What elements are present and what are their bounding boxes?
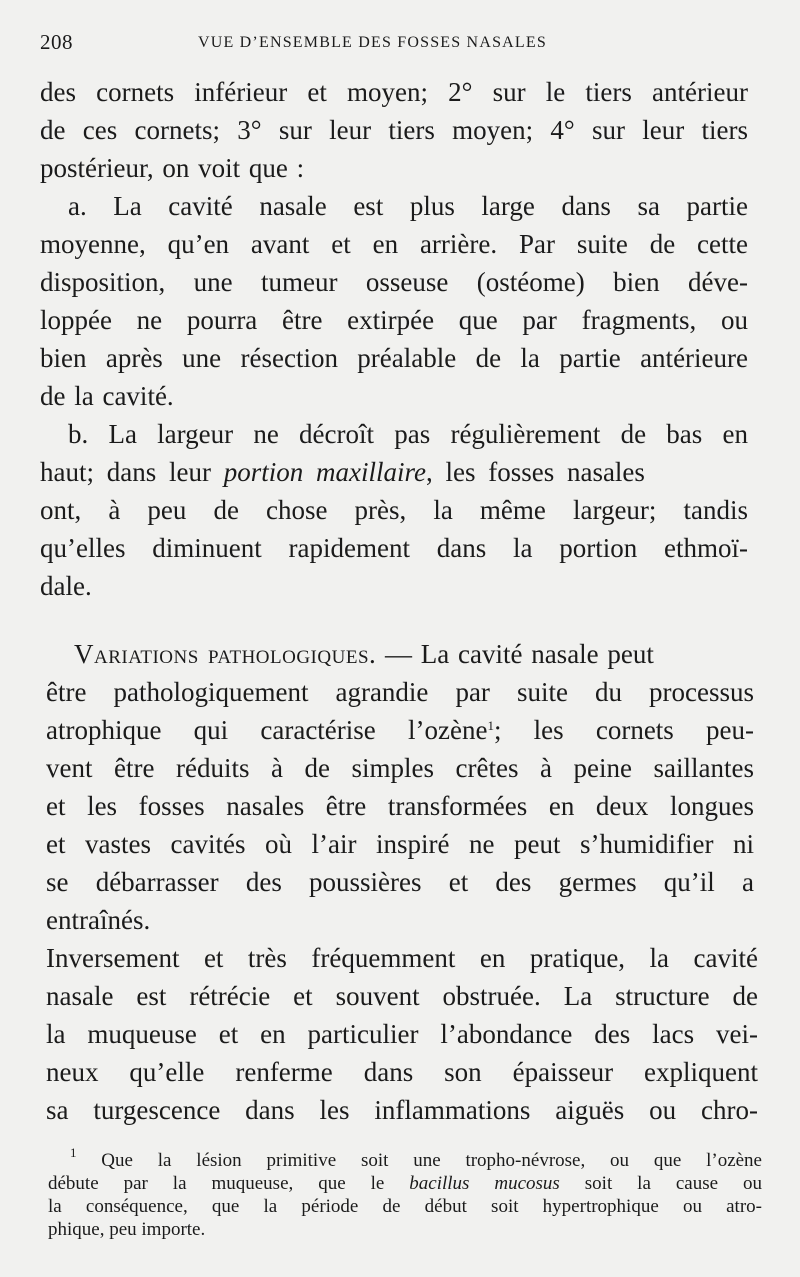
text-span: ; les cornets peu-	[493, 715, 754, 745]
text-line: Inversement et très fréquemment en pratique, la cavité	[46, 943, 758, 973]
text-line	[74, 637, 754, 671]
section-heading: Variations pathologiques.	[74, 639, 377, 669]
italic-term: portion maxillaire	[223, 457, 426, 487]
text-span: débute par la muqueuse, que le	[48, 1173, 410, 1194]
text-line: et les fosses nasales être transformées en deux longues	[46, 791, 754, 821]
text-line: des cornets inférieur et moyen; 2° sur le tiers antérieur	[40, 77, 748, 107]
footnote-marker: 1	[70, 1145, 77, 1160]
text-line: et vastes cavités où l’air inspiré ne peut s’humidifier ni	[46, 829, 754, 859]
page-number: 208	[40, 30, 73, 54]
text-line: b. La largeur ne décroît pas régulièrement de bas en	[68, 419, 748, 449]
text-line: disposition, une tumeur osseuse (ostéome) bien déve-	[40, 267, 748, 297]
text-line: bien après une résection préalable de la partie antérieure	[40, 343, 748, 373]
running-title: VUE D’ENSEMBLE DES FOSSES NASALES	[198, 34, 547, 51]
text-line: se débarrasser des poussières et des germes qu’il a	[46, 867, 754, 897]
text-span: haut; dans leur	[40, 457, 211, 487]
text-span: Que la lésion primitive soit une tropho-névrose, ou que l’ozène	[76, 1150, 762, 1171]
text-line: ont, à peu de chose près, la même largeur; tandis	[40, 495, 748, 525]
footnote-line: phique, peu importe.	[48, 1219, 206, 1240]
text-line: moyenne, qu’en avant et en arrière. Par suite de cette	[40, 229, 748, 259]
text-line: sa turgescence dans les inflammations aiguës ou chro-	[46, 1095, 758, 1125]
text-span: , les fosses nasales	[425, 457, 645, 487]
italic-term: bacillus mucosus	[409, 1173, 560, 1194]
footnote-line	[48, 1173, 762, 1195]
text-span: — La cavité nasale peut	[376, 639, 654, 669]
text-line: loppée ne pourra être extirpée que par fragments, ou	[40, 305, 748, 335]
text-line	[40, 455, 752, 489]
footnote-line: la conséquence, que la période de début soit hypertrophique ou atro-	[48, 1196, 762, 1217]
text-line: de la cavité.	[40, 381, 174, 411]
text-line: qu’elles diminuent rapidement dans la portion ethmoï-	[40, 533, 748, 563]
text-line: être pathologiquement agrandie par suite du processus	[46, 677, 754, 707]
text-line: dale.	[40, 571, 92, 601]
text-line: de ces cornets; 3° sur leur tiers moyen; 4° sur leur tiers	[40, 115, 748, 145]
footnote-line	[70, 1145, 762, 1172]
text-line	[46, 713, 754, 747]
text-line: neux qu’elle renferme dans son épaisseur expliquent	[46, 1057, 758, 1087]
footnote-ref: 1	[487, 718, 494, 733]
text-span: atrophique qui caractérise l’ozène	[46, 715, 488, 745]
text-span: soit la cause ou	[559, 1173, 762, 1194]
text-line: la muqueuse et en particulier l’abondance des lacs vei-	[46, 1019, 758, 1049]
text-line: a. La cavité nasale est plus large dans sa partie	[68, 191, 748, 221]
text-line: vent être réduits à de simples crêtes à peine saillantes	[46, 753, 754, 783]
page-header	[40, 30, 750, 60]
text-line: postérieur, on voit que :	[40, 153, 305, 183]
text-line: entraînés.	[46, 905, 151, 935]
text-line: nasale est rétrécie et souvent obstruée. La structure de	[46, 981, 758, 1011]
